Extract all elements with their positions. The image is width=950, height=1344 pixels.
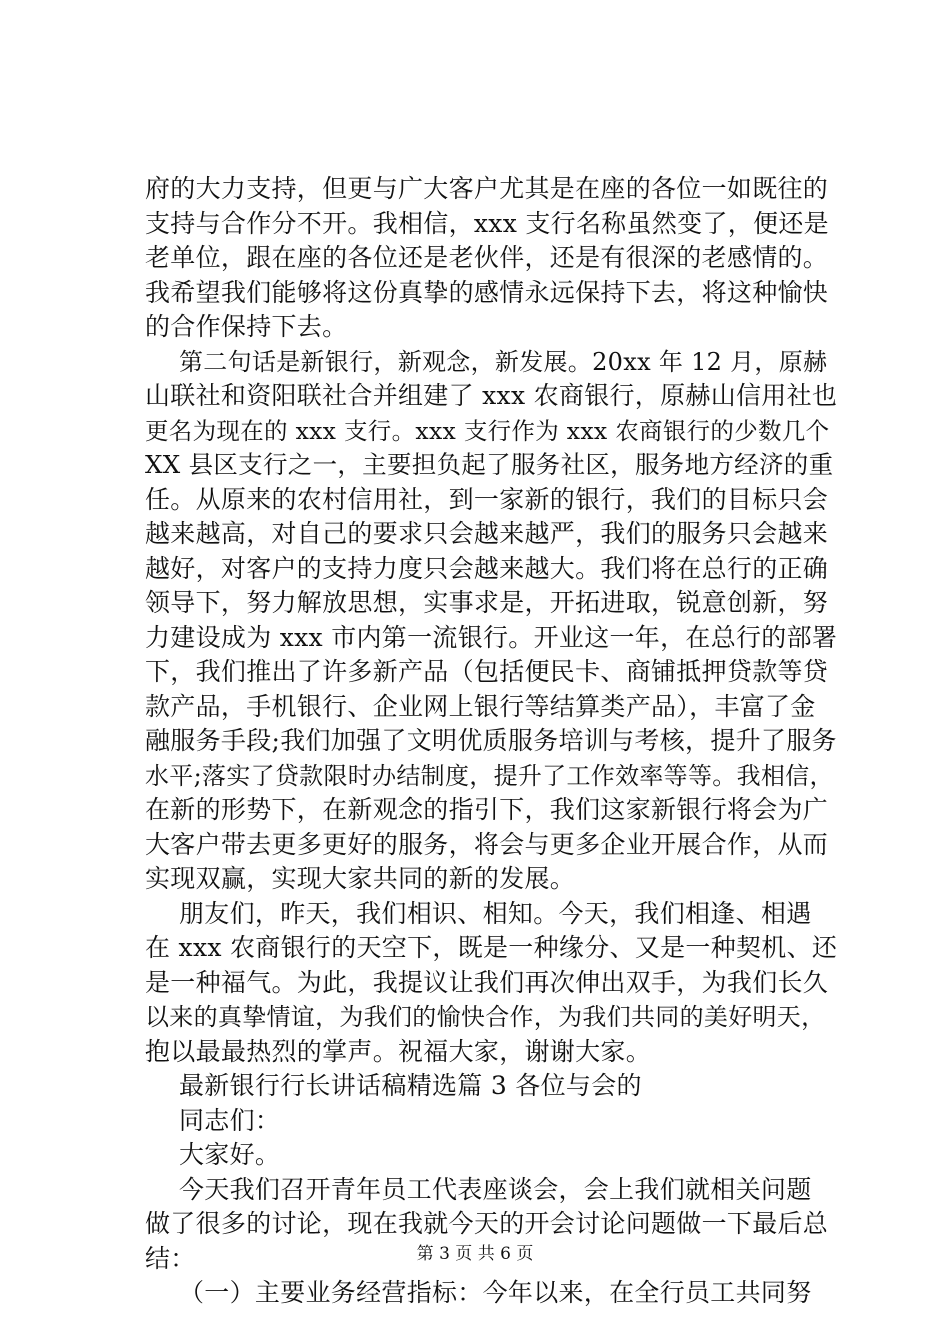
document-body — [145, 172, 837, 1311]
text-line: 款产品，手机银行、企业网上银行等结算类产品），丰富了金 — [145, 691, 816, 721]
text-line: 融服务手段;我们加强了文明优质服务培训与考核，提升了服务 — [145, 726, 837, 755]
text-line: 在 xxx 农商银行的天空下，既是一种缘分、又是一种契机、还 — [145, 933, 838, 962]
text-line: 水平;落实了贷款限时办结制度，提升了工作效率等等。我相信， — [145, 761, 834, 790]
text-line: 大客户带去更多更好的服务，将会与更多企业开展合作，从而 — [145, 829, 829, 859]
paragraph-start-line: 朋友们，昨天，我们相识、相知。今天，我们相逢、相遇 — [179, 898, 812, 928]
paragraph-start-line: 第二句话是新银行，新观念，新发展。20xx 年 12 月，原赫 — [179, 347, 828, 376]
text-line: 越来越高，对自己的要求只会越来越严，我们的服务只会越来 — [145, 519, 829, 548]
section-heading: 最新银行行长讲话稿精选篇 3 各位与会的 — [179, 1071, 642, 1100]
text-line: 下，我们推出了许多新产品（包括便民卡、商铺抵押贷款等贷 — [145, 657, 829, 686]
text-line: 结： — [145, 1243, 196, 1273]
text-line: 任。从原来的农村信用社，到一家新的银行，我们的目标只会 — [145, 484, 829, 514]
text-line: 更名为现在的 xxx 支行。xxx 支行作为 xxx 农商银行的少数几个 — [145, 416, 830, 445]
text-line: 在新的形势下，在新观念的指引下，我们这家新银行将会为广 — [145, 795, 829, 824]
text-line: 府的大力支持，但更与广大客户尤其是在座的各位一如既往的 — [145, 174, 829, 203]
greeting-line: 大家好。 — [179, 1140, 281, 1169]
text-line: XX 县区支行之一，主要担负起了服务社区，服务地方经济的重 — [145, 450, 834, 479]
text-line: 支持与合作分不开。我相信，xxx 支行名称虽然变了，便还是 — [145, 208, 829, 238]
text-line: 以来的真挚情谊，为我们的愉快合作，为我们共同的美好明天， — [145, 1003, 826, 1031]
text-line: 做了很多的讨论，现在我就今天的开会讨论问题做一下最后总 — [145, 1209, 829, 1238]
text-line: 力建设成为 xxx 市内第一流银行。开业这一年，在总行的部署 — [145, 622, 838, 652]
text-line: 我希望我们能够将这份真挚的感情永远保持下去，将这种愉快 — [145, 277, 829, 307]
text-line: 老单位，跟在座的各位还是老伙伴，还是有很深的老感情的。 — [145, 243, 829, 272]
text-line: 实现双赢，实现大家共同的新的发展。 — [145, 864, 576, 893]
page-number-footer: 第 3 页 共 6 页 — [416, 1244, 534, 1264]
text-line: 越好，对客户的支持力度只会越来越大。我们将在总行的正确 — [145, 553, 829, 583]
text-line: 是一种福气。为此，我提议让我们再次伸出双手，为我们长久 — [145, 967, 829, 997]
text-line: 领导下，努力解放思想，实事求是，开拓进取，锐意创新，努 — [145, 588, 829, 617]
salutation-line: 同志们： — [179, 1105, 281, 1135]
list-item-line: （一）主要业务经营指标：今年以来，在全行员工共同努 — [179, 1278, 812, 1307]
paragraph-start-line: 今天我们召开青年员工代表座谈会，会上我们就相关问题 — [179, 1174, 812, 1204]
text-line: 的合作保持下去。 — [145, 312, 348, 341]
text-line: 山联社和资阳联社合并组建了 xxx 农商银行，原赫山信用社也 — [145, 381, 838, 410]
text-line: 抱以最最热烈的掌声。祝福大家，谢谢大家。 — [145, 1036, 652, 1066]
